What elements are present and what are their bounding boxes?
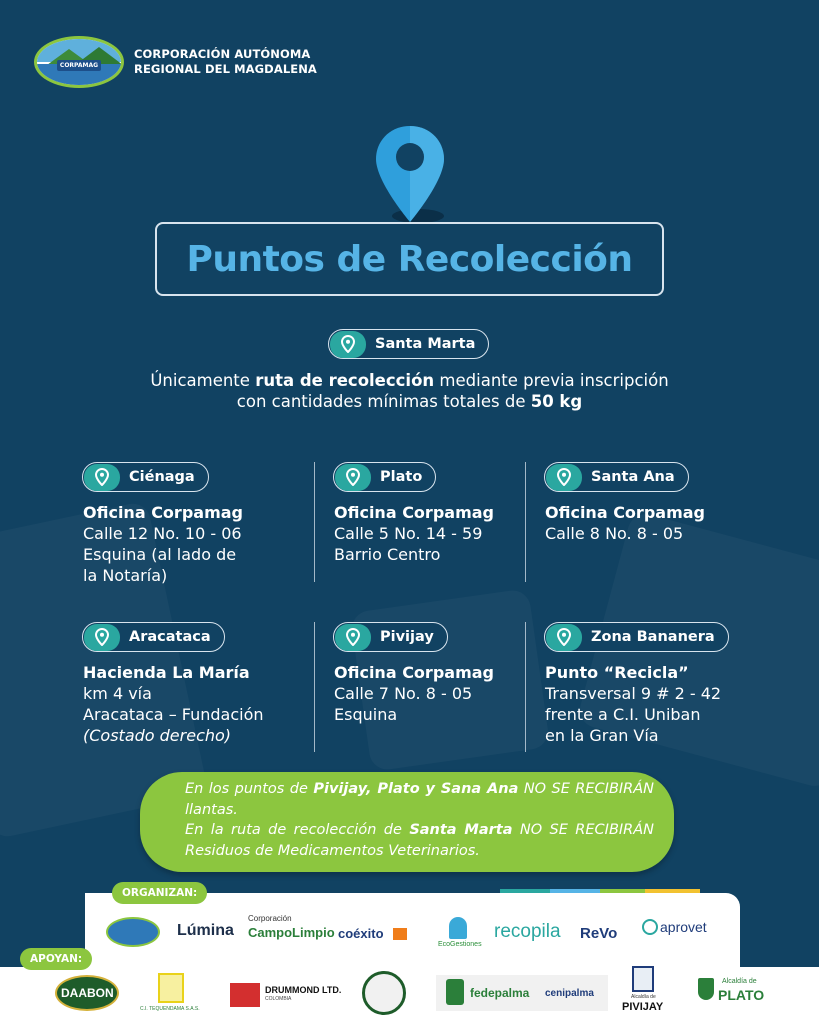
point-line: Aracataca – Fundación bbox=[83, 705, 264, 724]
ecogestiones-logo: EcoGestiones bbox=[438, 941, 482, 948]
city-label: Santa Marta bbox=[375, 336, 476, 352]
pill-plato bbox=[333, 462, 436, 492]
point-line: Esquina bbox=[334, 705, 398, 724]
pivijay-logo: PIVIJAY bbox=[622, 1001, 664, 1013]
divider bbox=[525, 462, 526, 582]
city-label: Aracataca bbox=[129, 629, 211, 645]
revo-logo: ReVo bbox=[580, 925, 618, 942]
org-name-line2: REGIONAL DEL MAGDALENA bbox=[134, 62, 317, 76]
intro-text: con cantidades mínimas totales de bbox=[236, 392, 531, 411]
page-title: Puntos de Recolección bbox=[186, 238, 633, 280]
tequendama-icon bbox=[158, 973, 184, 1003]
point-name: Oficina Corpamag bbox=[83, 503, 243, 522]
pill-zona-bananera bbox=[544, 622, 729, 652]
point-note: (Costado derecho) bbox=[83, 726, 232, 745]
pill-santa-ana bbox=[544, 462, 689, 492]
lumina-logo: Lúmina bbox=[177, 922, 234, 939]
pill-pivijay bbox=[333, 622, 448, 652]
pin-icon bbox=[330, 331, 366, 358]
pivijay-shield-icon bbox=[632, 966, 654, 992]
aprovet-icon bbox=[642, 919, 658, 935]
intro-bold: ruta de recolección bbox=[255, 371, 435, 390]
point-line: km 4 vía bbox=[83, 684, 152, 703]
pin-icon bbox=[84, 464, 120, 491]
pin-icon bbox=[335, 624, 371, 651]
drummond-icon bbox=[230, 983, 260, 1007]
city-label: Pivijay bbox=[380, 629, 434, 645]
pill-santa-marta bbox=[328, 329, 489, 359]
recopila-logo: recopila bbox=[494, 921, 561, 942]
point-name: Oficina Corpamag bbox=[334, 503, 494, 522]
point-cienaga bbox=[83, 502, 243, 586]
pin-icon bbox=[546, 464, 582, 491]
pin-icon bbox=[84, 624, 120, 651]
intro-text: mediante previa inscripción bbox=[434, 371, 669, 390]
point-zona-bananera bbox=[545, 662, 721, 746]
intro-text: Únicamente bbox=[150, 371, 256, 390]
coexito-logo: coéxito bbox=[338, 926, 384, 941]
santa-marta-intro bbox=[80, 370, 739, 412]
corpamag-logo-small bbox=[106, 917, 160, 947]
point-line: Esquina (al lado de bbox=[83, 545, 237, 564]
title-box bbox=[155, 222, 664, 296]
city-label: Zona Bananera bbox=[591, 629, 715, 645]
point-name: Punto “Recicla” bbox=[545, 663, 689, 682]
drummond-sub: COLOMBIA bbox=[265, 996, 292, 1002]
city-label: Ciénaga bbox=[129, 469, 195, 485]
notice-bold: Santa Marta bbox=[409, 822, 513, 838]
notice-line-2 bbox=[185, 820, 654, 861]
point-line: Calle 7 No. 8 - 05 bbox=[334, 684, 473, 703]
drummond-logo: DRUMMOND LTD. bbox=[265, 985, 342, 995]
point-pivijay bbox=[334, 662, 494, 725]
point-name: Hacienda La María bbox=[83, 663, 250, 682]
notice-text: NO SE RECIBIRÁN Residuos de Medicamentos Veterinarios. bbox=[185, 822, 655, 859]
city-label: Santa Ana bbox=[591, 469, 675, 485]
tequendama-logo: C.I. TEQUENDAMA S.A.S. bbox=[140, 1006, 200, 1012]
location-pin-icon bbox=[372, 122, 448, 232]
police-seal-icon bbox=[362, 971, 406, 1015]
pin-icon bbox=[335, 464, 371, 491]
pin-icon bbox=[546, 624, 582, 651]
ecogestiones-icon bbox=[449, 917, 467, 939]
cenipalma-logo: cenipalma bbox=[545, 988, 594, 999]
point-line: Calle 5 No. 14 - 59 bbox=[334, 524, 483, 543]
intro-bold: 50 kg bbox=[530, 392, 583, 411]
pivijay-top: Alcaldía de bbox=[631, 994, 656, 1000]
org-name bbox=[134, 47, 317, 77]
notice-text: NO SE RECIBIRÁN llantas. bbox=[185, 781, 655, 818]
point-line: Barrio Centro bbox=[334, 545, 441, 564]
city-label: Plato bbox=[380, 469, 423, 485]
supporters-panel bbox=[0, 967, 819, 1024]
fedepalma-logo: fedepalma bbox=[470, 986, 530, 1000]
organizers-tag: ORGANIZAN: bbox=[112, 882, 207, 904]
point-line: Calle 8 No. 8 - 05 bbox=[545, 524, 684, 543]
aprovet-logo: aprovet bbox=[660, 919, 707, 935]
divider bbox=[314, 622, 315, 752]
point-line: frente a C.I. Uniban bbox=[545, 705, 701, 724]
campolimpio-logo: CampoLimpio bbox=[248, 925, 335, 940]
point-line: Transversal 9 # 2 - 42 bbox=[545, 684, 722, 703]
notice-text: En los puntos de bbox=[185, 781, 314, 797]
pill-cienaga bbox=[82, 462, 209, 492]
plato-logo: PLATO bbox=[718, 987, 765, 1003]
notice-text: En la ruta de recolección de bbox=[185, 822, 410, 838]
point-line: en la Gran Vía bbox=[545, 726, 659, 745]
logo-text: CORPAMAG bbox=[57, 60, 101, 71]
point-plato bbox=[334, 502, 494, 565]
org-name-line1: CORPORACIÓN AUTÓNOMA bbox=[134, 47, 311, 61]
plato-shield-icon bbox=[698, 978, 714, 1000]
pill-aracataca bbox=[82, 622, 225, 652]
point-name: Oficina Corpamag bbox=[334, 663, 494, 682]
point-name: Oficina Corpamag bbox=[545, 503, 705, 522]
point-line: la Notaría) bbox=[83, 566, 168, 585]
point-aracataca bbox=[83, 662, 264, 746]
header bbox=[34, 36, 317, 88]
notice-line-1 bbox=[185, 779, 654, 820]
corpamag-logo bbox=[34, 36, 124, 88]
notice-box bbox=[140, 772, 674, 872]
plato-top: Alcaldía de bbox=[722, 978, 757, 985]
supporters-tag: APOYAN: bbox=[20, 948, 92, 970]
divider bbox=[314, 462, 315, 582]
divider bbox=[525, 622, 526, 752]
palm-icon bbox=[446, 979, 464, 1005]
coexito-mark-icon bbox=[393, 928, 407, 940]
point-santa-ana bbox=[545, 502, 705, 544]
notice-bold: Pivijay, Plato y Sana Ana bbox=[313, 781, 519, 797]
point-line: Calle 12 No. 10 - 06 bbox=[83, 524, 242, 543]
campolimpio-top: Corporación bbox=[248, 914, 292, 923]
daabon-logo: DAABON bbox=[61, 986, 114, 1000]
